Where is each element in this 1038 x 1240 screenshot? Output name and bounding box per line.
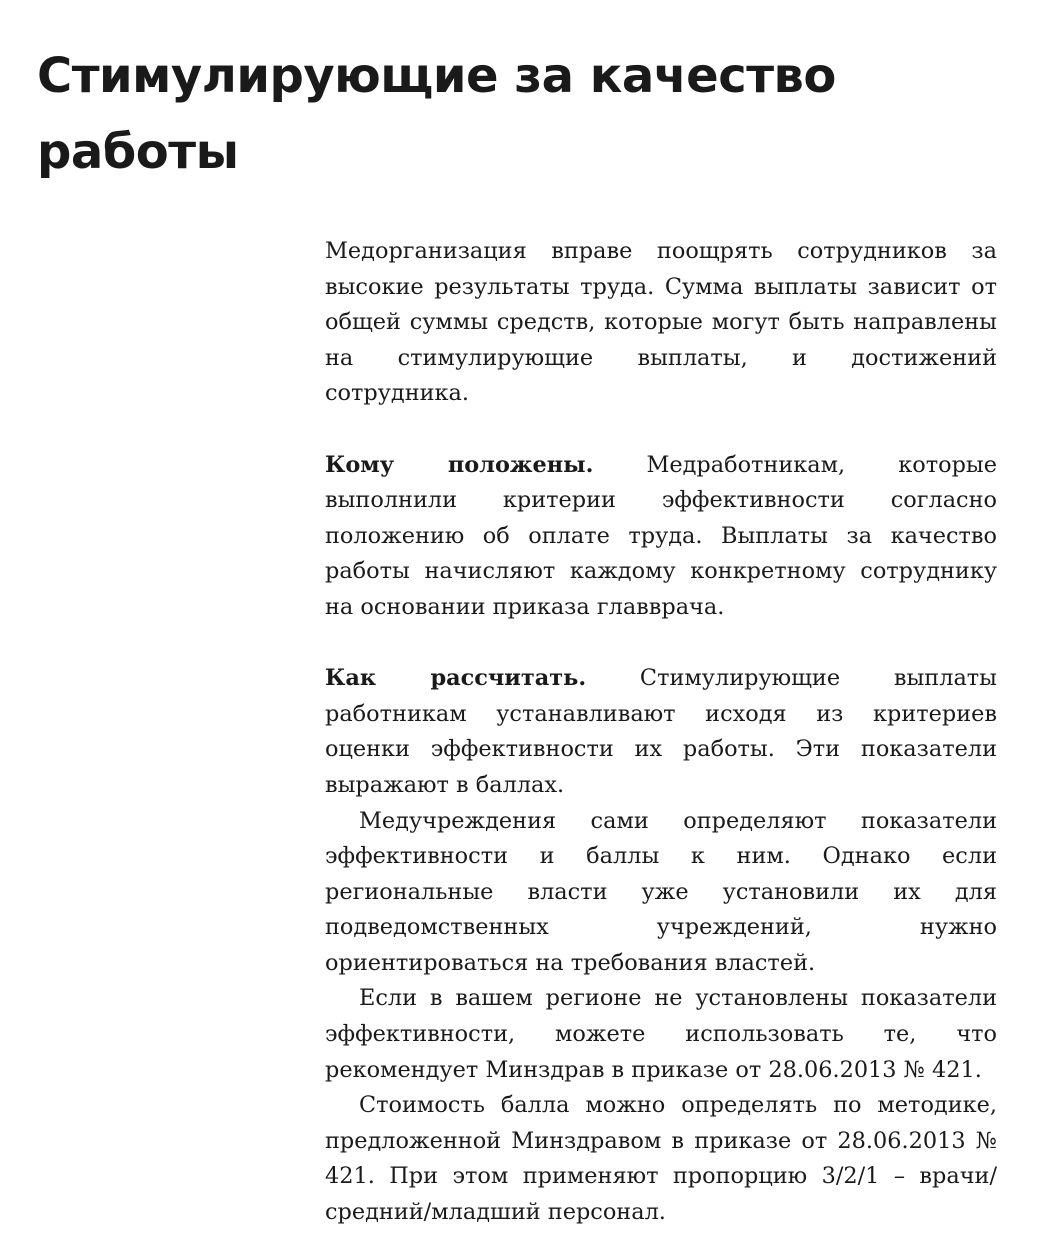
who-text: Медработникам, которые выполнили критерии эффективности согласно положению об оплате труда. Выплаты за качество работы начисляют каждому конкретному сотруднику на основании приказа главврача. [325,451,997,620]
intro-paragraph: Медорганизация вправе поощрять сотрудников за высокие результаты труда. Сумма выплаты зависит от общей суммы средств, которые могут быть направлены на стимулирующие выплаты, и достижений сотрудника. [325,238,997,407]
how-lead: Как рассчитать. [325,665,587,692]
how-paragraph [325,661,997,803]
who-paragraph [325,448,997,626]
how-text: Стимулирующие выплаты работникам устанавливают исходя из критериев оценки эффективности их работы. Эти показатели выражают в баллах. [325,665,997,798]
who-lead: Кому положены. [325,451,594,478]
paragraph-point-cost: Стоимость балла можно определять по методике, предложенной Минздравом в приказе от 28.06.2013 № 421. При этом применяют пропорцию 3/2/1 – врачи/средний/младший персонал. [325,1092,997,1226]
article-body [325,234,997,1231]
page-title: Стимулирующие за качество работы [37,48,836,180]
paragraph-indicators: Медучреждения сами определяют показатели эффективности и баллы к ним. Однако если региональные власти уже установили их для подведомственных учреждений, нужно ориентироваться на требования властей. [325,807,997,976]
paragraph-region: Если в вашем регионе не установлены показатели эффективности, можете использовать те, что рекомендует Минздрав в приказе от 28.06.2013 № 421. [325,985,997,1083]
